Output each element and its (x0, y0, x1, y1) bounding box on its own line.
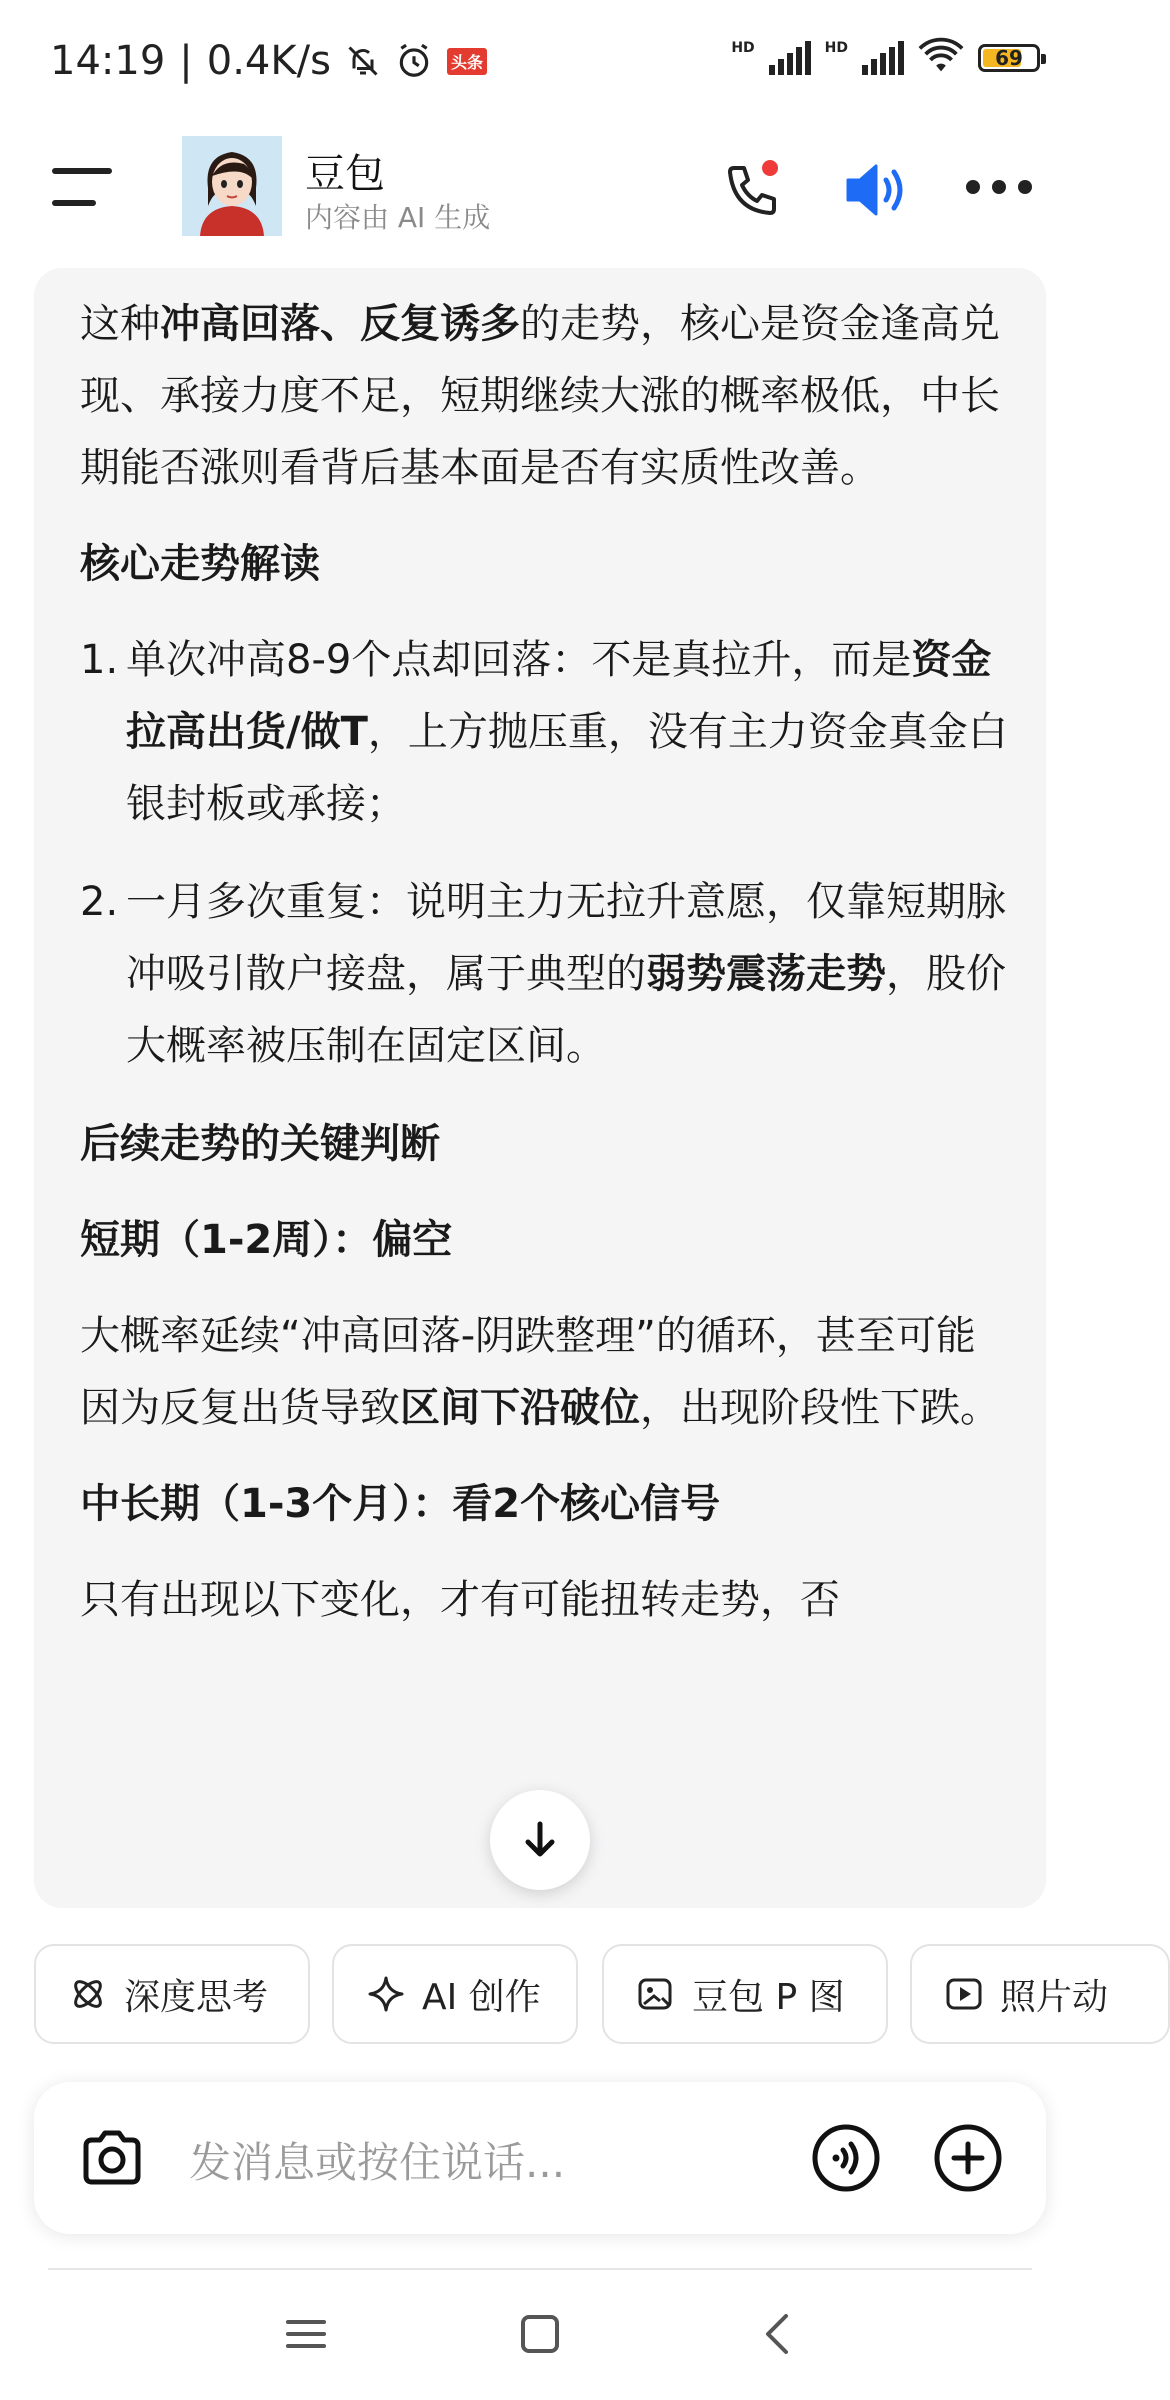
chip-label: 豆包 P 图 (692, 1976, 845, 2018)
list-item: 1. 单次冲高8-9个点却回落：不是真拉升，而是资金拉高出货/做T，上方抛压重，没有主力资金真金白银封板或承接； (80, 637, 1008, 827)
short-term-paragraph: 大概率延续“冲高回落-阴跌整理”的循环，甚至可能因为反复出货导致区间下沿破位，出现阶段性下跌。 (80, 1313, 1000, 1431)
ai-generated-notice: 内容由 AI 生成 (305, 201, 491, 234)
alarm-icon (395, 42, 433, 80)
chip-label: AI 创作 (422, 1976, 541, 2018)
speaker-icon[interactable] (842, 158, 912, 222)
list-item: 2. 一月多次重复：说明主力无拉升意愿，仅靠短期脉冲吸引散户接盘，属于典型的弱势震荡走势，股价大概率被压制在固定区间。 (80, 879, 1006, 1069)
section-heading: 核心走势解读 (80, 541, 320, 587)
feature-chips (34, 1944, 1109, 2048)
wifi-icon (918, 40, 964, 76)
square-icon (518, 2312, 562, 2356)
battery-icon (978, 44, 1040, 72)
avatar[interactable] (182, 136, 282, 236)
back-button[interactable] (756, 2312, 800, 2360)
chip-label: 照片动 (1000, 1976, 1109, 2018)
message-input-bar (34, 2082, 1046, 2234)
section-heading: 短期（1-2周）：偏空 (80, 1217, 453, 1263)
status-time: 14:19 (50, 38, 166, 84)
chip-deep-thinking[interactable] (34, 1944, 310, 2044)
section-heading: 后续走势的关键判断 (80, 1121, 440, 1167)
sparkle-icon (366, 1974, 406, 2014)
chip-photo-animate[interactable] (910, 1944, 1170, 2044)
message-input[interactable]: 发消息或按住说话... (189, 2138, 566, 2187)
play-icon (944, 1974, 984, 2014)
image-edit-icon (636, 1974, 676, 2014)
voice-input-icon[interactable] (810, 2122, 882, 2198)
chevron-left-icon (756, 2312, 800, 2356)
chip-ai-create[interactable] (332, 1944, 578, 2044)
status-bar: 14:19 | 0.4K/s 头条 HD HD 69 (0, 0, 1080, 120)
battery-level: 69 (995, 46, 1023, 70)
assistant-message (34, 268, 1046, 1908)
intro-paragraph: 这种冲高回落、反复诱多的走势，核心是资金逢高兑现、承接力度不足，短期继续大涨的概率极低，中长期能否涨则看背后基本面是否有实质性改善。 (80, 301, 1000, 491)
nav-divider (48, 2268, 1032, 2270)
menu-icon[interactable] (52, 168, 112, 208)
recent-apps-button[interactable] (284, 2312, 328, 2360)
news-app-badge: 头条 (447, 48, 487, 75)
bot-name[interactable]: 豆包 (305, 151, 385, 197)
status-network-speed: 0.4K/s (206, 38, 331, 84)
bell-off-icon (345, 43, 381, 79)
message-content (80, 288, 1010, 1636)
signal-strength-icon-2 (862, 41, 904, 75)
more-options-icon[interactable] (966, 180, 1032, 200)
arrow-down-icon (518, 1818, 562, 1862)
truncated-paragraph: 只有出现以下变化，才有可能扭转走势，否 (80, 1577, 840, 1623)
section-heading: 中长期（1-3个月）：看2个核心信号 (80, 1481, 721, 1527)
camera-icon[interactable] (76, 2122, 148, 2198)
chip-label: 深度思考 (124, 1976, 269, 2018)
add-attachment-icon[interactable] (932, 2122, 1004, 2198)
chip-photo-edit[interactable] (602, 1944, 888, 2044)
menu-lines-icon (284, 2312, 328, 2356)
scroll-to-bottom-button[interactable] (490, 1790, 590, 1890)
chat-header (0, 120, 1080, 260)
phone-call-icon[interactable] (720, 158, 784, 222)
home-button[interactable] (518, 2312, 562, 2360)
signal-strength-icon-1 (769, 41, 811, 75)
hd-label-2: HD (824, 40, 848, 56)
notification-dot (762, 160, 778, 176)
atom-icon (68, 1974, 108, 2014)
hd-label-1: HD (731, 40, 755, 56)
analysis-list (80, 624, 1010, 1082)
